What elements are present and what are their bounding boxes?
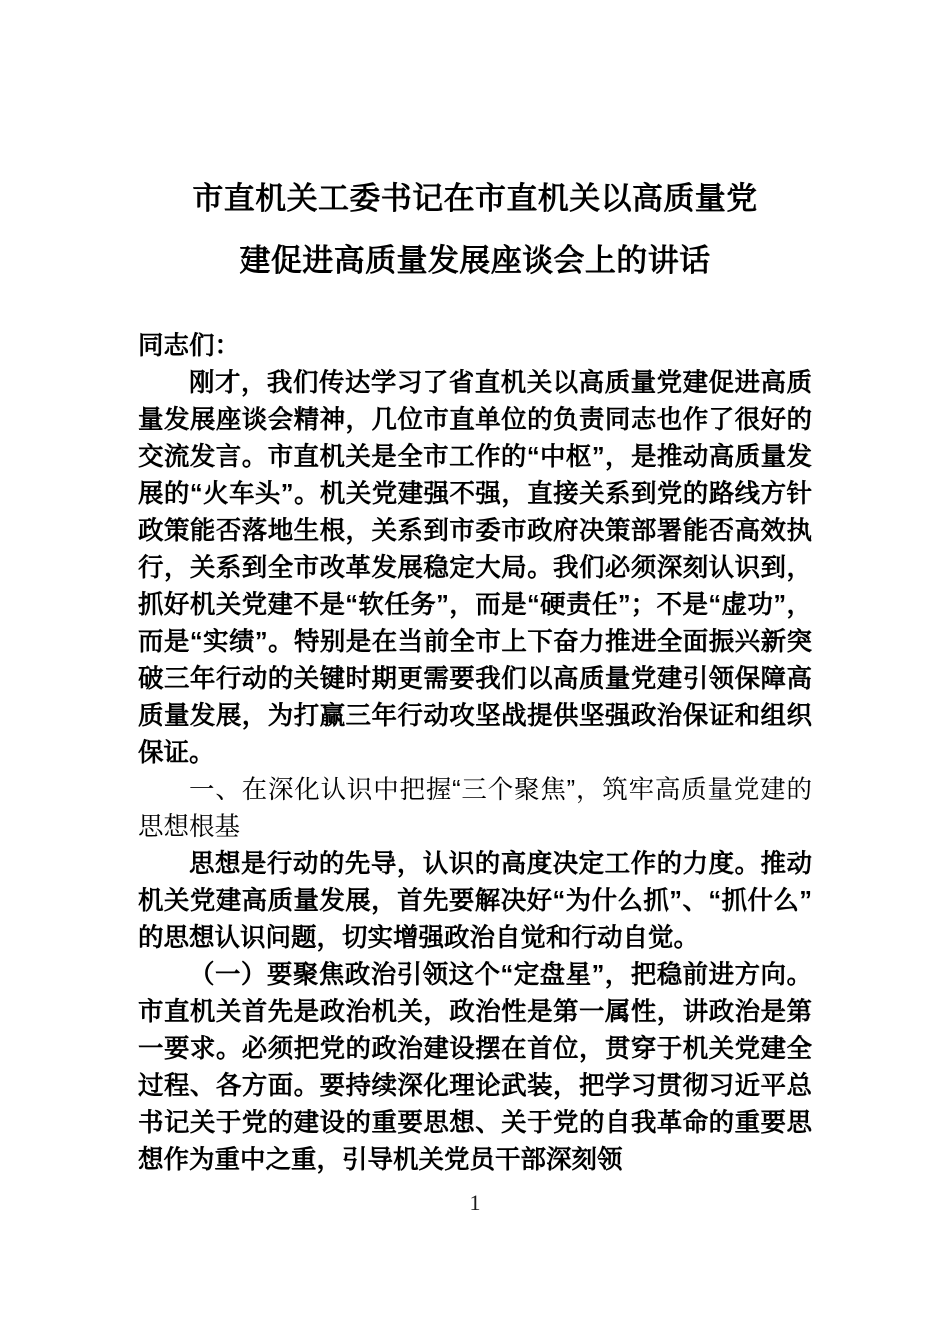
paragraph-section-1-sub-1: （一）要聚焦政治引领这个“定盘星”，把稳前进方向。市直机关首先是政治机关，政治性是第一属性，讲政治是第一要求。必须把党的政治建设摆在首位，贯穿于机关党建全过程、各方面。要持续深化理论武装，把学习贯彻习近平总书记关于党的建设的重要思想、关于党的自我革命的重要思想作为重中之重，引导机关党员干部深刻领 (138, 961, 812, 1174)
page-title (138, 0, 812, 292)
paragraph-section-1-intro: 思想是行动的先导，认识的高度决定工作的力度。推动机关党建高质量发展，首先要解决好“为什么抓”、“抓什么”的思想认识问题，切实增强政治自觉和行动自觉。 (138, 850, 812, 952)
paragraph-opening: 刚才，我们传达学习了省直机关以高质量党建促进高质量发展座谈会精神，几位市直单位的负责同志也作了很好的交流发言。市直机关是全市工作的“中枢”，是推动高质量发展的“火车头”。机关党建强不强，直接关系到党的路线方针政策能否落地生根，关系到市委市政府决策部署能否高效执行，关系到全市改革发展稳定大局。我们必须深刻认识到，抓好机关党建不是“软任务”，而是“硬责任”；不是“虚功”，而是“实绩”。特别是在当前全市上下奋力推进全面振兴新突破三年行动的关键时期更需要我们以高质量党建引领保障高质量发展，为打赢三年行动攻坚战提供坚强政治保证和组织保证。 (138, 369, 812, 767)
salutation: 同志们： (138, 332, 241, 360)
title-line-2: 建促进高质量发展座谈会上的讲话 (239, 243, 711, 278)
title-line-1: 市直机关工委书记在市直机关以高质量党 (192, 181, 758, 216)
section-heading-1: 一、在深化认识中把握“三个聚焦”，筑牢高质量党建的思想根基 (138, 776, 812, 841)
page-number: 1 (469, 1190, 481, 1215)
page-content-column (138, 0, 812, 1179)
